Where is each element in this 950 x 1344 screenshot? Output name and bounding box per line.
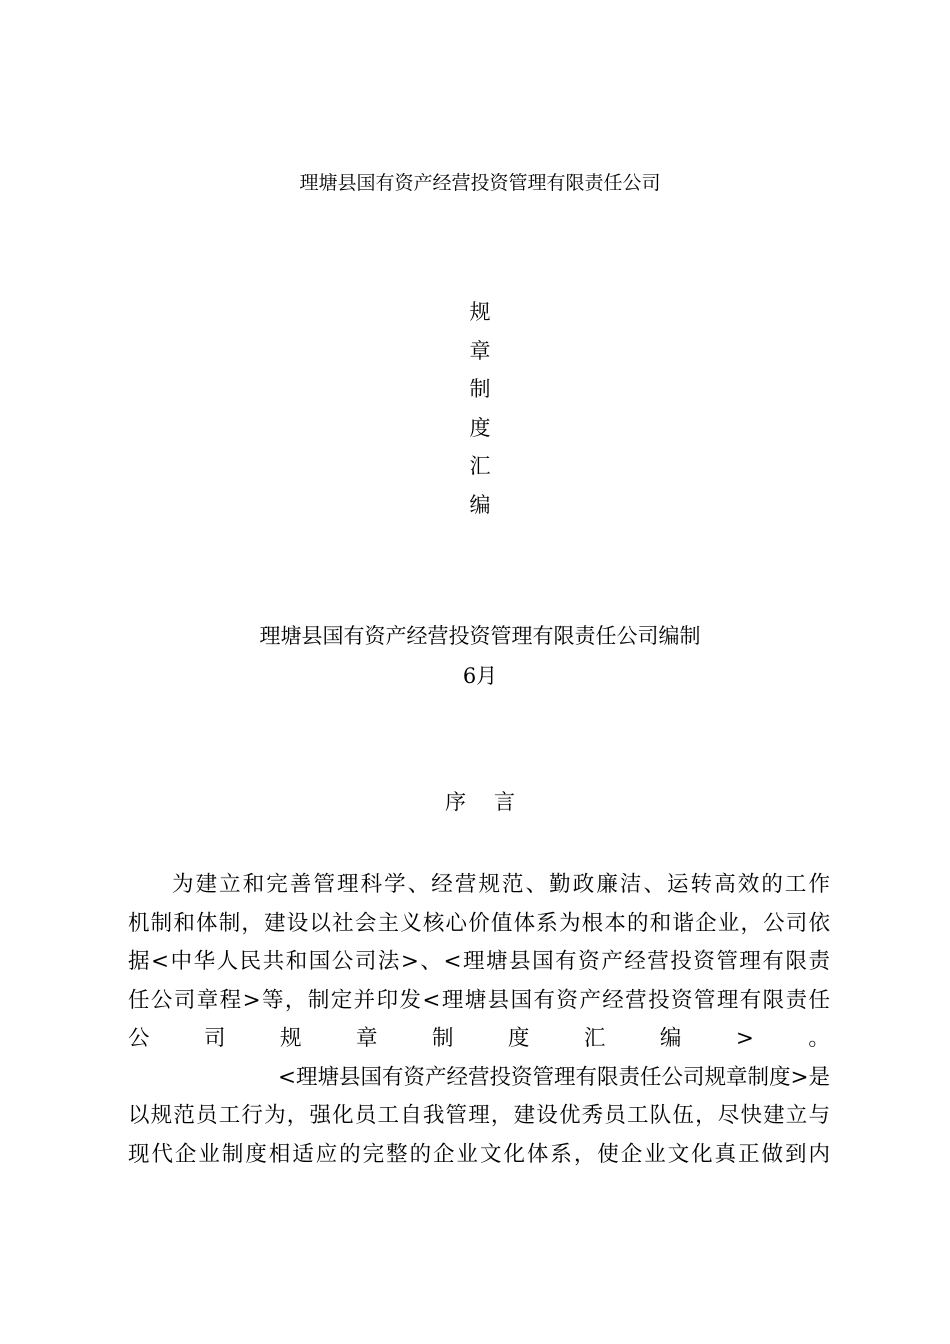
title-char: 规 (469, 300, 491, 324)
spread-char: 度 (507, 1026, 530, 1051)
compiler-line: 理塘县国有资产经营投资管理有限责任公司编制 (259, 624, 701, 648)
document-title-vertical (466, 298, 494, 529)
paragraph-line: 现代企业制度相适应的完整的企业文化体系，使企业文化真正做到内 (128, 1141, 830, 1167)
paragraph-line: 机制和体制，建设以社会主义核心价值体系为根本的和谐企业，公司依 (128, 910, 830, 936)
spread-char: 规 (279, 1026, 302, 1051)
spread-char: 章 (355, 1026, 378, 1051)
title-char: 章 (469, 338, 491, 363)
spread-char: 制 (431, 1026, 454, 1051)
paragraph-line: 任公司章程>等，制定并印发<理塘县国有资产经营投资管理有限责任 (128, 987, 830, 1013)
preface-heading-char: 序 (445, 790, 466, 814)
title-char: 编 (469, 492, 491, 517)
spread-char: 编 (659, 1026, 682, 1051)
spread-char: 公 (128, 1026, 150, 1051)
preface-heading (0, 786, 950, 816)
paragraph-line: 以规范员工行为，强化员工自我管理，建设优秀员工队伍，尽快建立与 (128, 1103, 830, 1128)
spread-line (128, 1020, 830, 1059)
paragraph-line: 据<中华人民共和国公司法>、<理塘县国有资产经营投资管理有限责 (128, 949, 830, 974)
paragraph-line: 为建立和完善管理科学、经营规范、勤政廉洁、运转高效的工作 (172, 872, 830, 897)
title-char: 汇 (469, 454, 491, 478)
company-title: 理塘县国有资产经营投资管理有限责任公司 (299, 172, 661, 194)
spread-char: 。 (808, 1026, 830, 1051)
preface-heading-char: 言 (494, 790, 515, 814)
spread-char: 司 (203, 1026, 226, 1051)
title-char: 制 (469, 377, 491, 401)
date-line: 6月 (462, 664, 498, 688)
spread-char: 汇 (583, 1026, 606, 1051)
title-char: 度 (469, 415, 491, 440)
spread-char: > (735, 1026, 754, 1051)
paragraph-line: <理塘县国有资产经营投资管理有限责任公司规章制度>是 (277, 1064, 830, 1090)
preface-body (128, 866, 830, 1174)
